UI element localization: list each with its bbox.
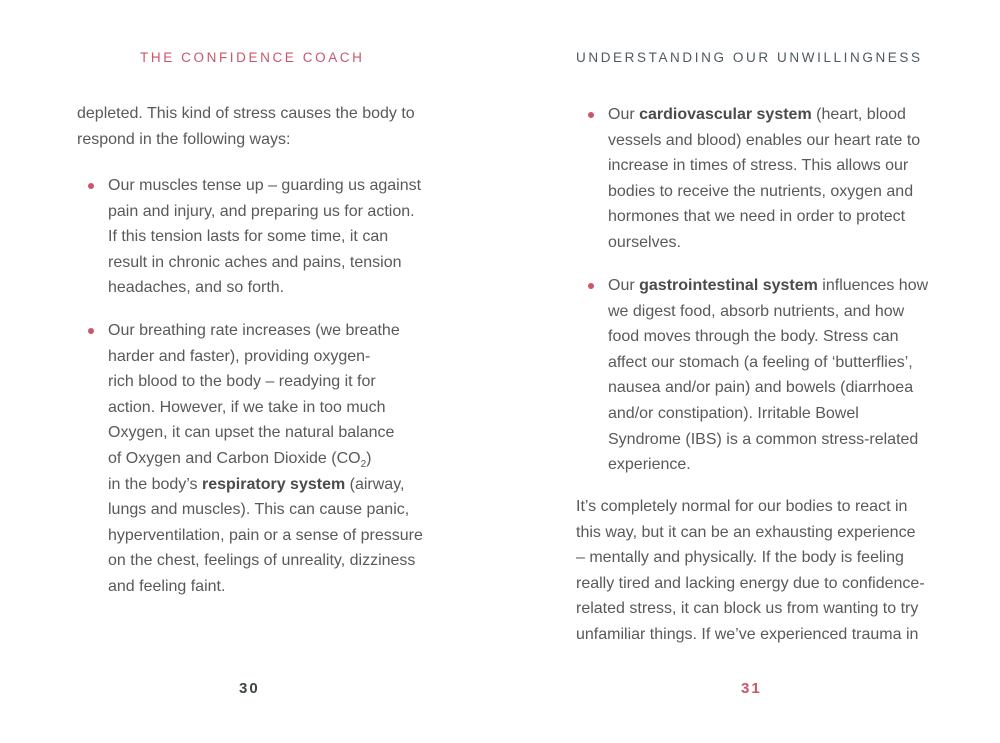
text-line: this way, but it can be an exhausting experience: [576, 523, 916, 541]
bullet-item-breathing: [108, 318, 428, 600]
text-line: lungs and muscles). This can cause panic,: [108, 501, 410, 519]
page-number: 31: [741, 680, 762, 697]
text-line: rich blood to the body – readying it for: [108, 373, 376, 391]
text-line: ourselves.: [608, 233, 681, 251]
text-line: headaches, and so forth.: [108, 279, 285, 297]
bullet-dot-icon: [588, 112, 594, 118]
text-line: If this tension lasts for some time, it can: [108, 228, 389, 246]
text-segment: (heart, blood: [811, 106, 906, 123]
text-line-cardiovascular: [608, 102, 928, 128]
text-line: Our breathing rate increases (we breathe: [108, 322, 400, 339]
text-segment: ): [366, 449, 372, 467]
bullet-dot-icon: [88, 328, 94, 334]
closing-paragraph: [576, 494, 926, 648]
page-number: 30: [239, 680, 260, 697]
text-line: affect our stomach (a feeling of ‘butterflies’,: [608, 353, 913, 371]
bullet-item-muscles: [108, 173, 428, 301]
text-segment: Our: [608, 106, 640, 123]
text-segment: Our: [608, 277, 640, 294]
text-line: result in chronic aches and pains, tension: [108, 253, 402, 271]
bullet-item-gastrointestinal: [608, 273, 928, 478]
text-line: pain and injury, and preparing us for action.: [108, 202, 415, 220]
text-line: vessels and blood) enables our heart rate to: [608, 131, 921, 149]
text-segment: (airway,: [345, 475, 405, 493]
text-line: we digest food, absorb nutrients, and how: [608, 302, 905, 320]
text-line: hyperventilation, pain or a sense of pressure: [108, 526, 423, 544]
subscript: 2: [360, 459, 367, 471]
bullet-item-cardiovascular: [608, 102, 928, 256]
text-segment: of Oxygen and Carbon Dioxide (CO: [108, 449, 361, 467]
text-segment: in the body’s: [108, 475, 202, 493]
text-line-respiratory: [108, 472, 428, 498]
bold-term: cardiovascular system: [639, 106, 812, 123]
bullet-dot-icon: [588, 283, 594, 289]
bullet-dot-icon: [88, 183, 94, 189]
text-line: Syndrome (IBS) is a common stress-related: [608, 430, 919, 448]
text-line: and/or constipation). Irritable Bowel: [608, 404, 859, 422]
text-line: and feeling faint.: [108, 577, 226, 595]
text-line: related stress, it can block us from wanting to try: [576, 600, 919, 618]
text-line: nausea and/or pain) and bowels (diarrhoea: [608, 379, 914, 397]
text-line: hormones that we need in order to protect: [608, 208, 906, 226]
text-line: depleted. This kind of stress causes the body to: [77, 105, 415, 122]
text-line: It’s completely normal for our bodies to react in: [576, 498, 908, 515]
text-line: harder and faster), providing oxygen-: [108, 347, 371, 365]
text-segment: influences how: [817, 277, 929, 294]
text-line: unfamiliar things. If we’ve experienced trauma in: [576, 625, 919, 643]
text-line: experience.: [608, 456, 691, 474]
text-line: bodies to receive the nutrients, oxygen and: [608, 182, 914, 200]
text-line-co2: [108, 446, 428, 472]
running-head: UNDERSTANDING OUR UNWILLINGNESS: [576, 50, 923, 65]
text-line-gastrointestinal: [608, 273, 928, 299]
running-head: THE CONFIDENCE COACH: [140, 50, 365, 65]
intro-paragraph: [77, 101, 427, 152]
text-line: increase in times of stress. This allows our: [608, 157, 909, 175]
bold-term: gastrointestinal system: [639, 277, 818, 294]
text-line: really tired and lacking energy due to confidence-: [576, 574, 925, 592]
text-line: Our muscles tense up – guarding us against: [108, 177, 422, 194]
text-line: respond in the following ways:: [77, 130, 291, 148]
bold-term: respiratory system: [202, 475, 346, 493]
text-line: action. However, if we take in too much: [108, 398, 386, 416]
right-page: [500, 0, 1000, 743]
text-line: – mentally and physically. If the body is feeling: [576, 549, 904, 567]
text-line: Oxygen, it can upset the natural balance: [108, 424, 395, 442]
text-line: food moves through the body. Stress can: [608, 328, 899, 346]
text-line: on the chest, feelings of unreality, dizziness: [108, 552, 416, 570]
